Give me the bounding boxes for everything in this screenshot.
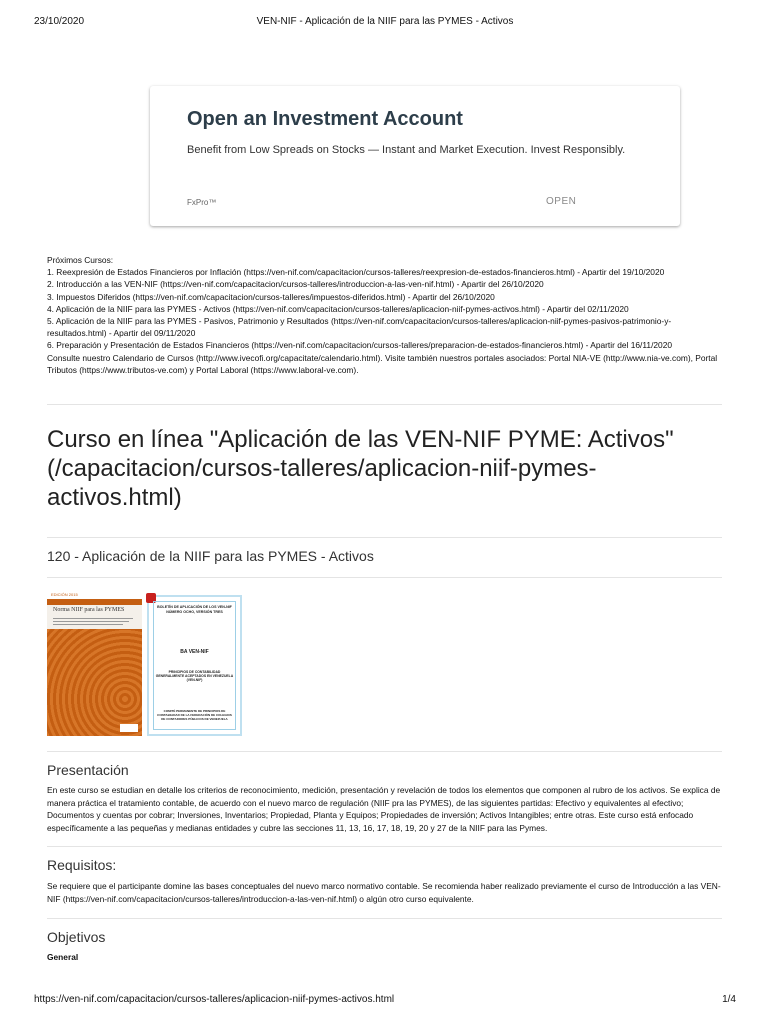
course-item-4[interactable]: 4. Aplicación de la NIIF para las PYMES - Activos (https://ven-nif.com/capacitacion/cursos-talleres/aplicacion-niif-pymes-activos.html) - Apartir del 02/11/2020 xyxy=(47,303,629,314)
course-item-6[interactable]: 6. Preparación y Presentación de Estados Financieros (https://ven-nif.com/capacitacion/cursos-talleres/preparacion-de-estados-financieros.html) - Apartir del 16/11/2020 xyxy=(47,340,673,351)
presentacion-title: Presentación xyxy=(47,762,129,778)
upcoming-courses xyxy=(47,254,722,376)
ad-open-button[interactable]: OPEN xyxy=(546,196,577,207)
requisitos-title: Requisitos: xyxy=(47,857,117,873)
course-item-1[interactable]: 1. Reexpresión de Estados Financieros por Inflación (https://ven-nif.com/capacitacion/cursos-talleres/reexpresion-de-estados-financieros.html) - Apartir del 19/10/2020 xyxy=(47,267,665,278)
course-item-2[interactable]: 2. Introducción a las VEN-NIF (https://ven-nif.com/capacitacion/cursos-talleres/introduccion-a-las-ven-nif.html) - Apartir del 26/10/2020 xyxy=(47,279,544,290)
cover2-bulletin: BOLETÍN DE APLICACIÓN DE LOS VEN-NIF NÚMERO OCHO, VERSIÓN TRES xyxy=(157,605,232,614)
cover2-subtitle: PRINCIPIOS DE CONTABILIDAD GENERALMENTE ACEPTADOS EN VENEZUELA (VEN-NIF) xyxy=(155,670,234,683)
ad-card[interactable] xyxy=(150,86,680,226)
divider xyxy=(47,404,722,405)
page-title[interactable]: Curso en línea "Aplicación de las VEN-NIF PYME: Activos" (/capacitacion/cursos-talleres/aplicacion-niif-pymes-activos.html) xyxy=(47,426,674,511)
print-date: 23/10/2020 xyxy=(34,16,85,27)
course-subtitle: 120 - Aplicación de la NIIF para las PYMES - Activos xyxy=(47,548,374,564)
divider xyxy=(47,918,722,919)
print-header xyxy=(34,16,736,30)
ad-description: Benefit from Low Spreads on Stocks — Instant and Market Execution. Invest Responsibly. xyxy=(187,144,626,156)
course-item-3[interactable]: 3. Impuestos Diferidos (https://ven-nif.com/capacitacion/cursos-talleres/impuestos-diferidos.html) - Apartir del 26/10/2020 xyxy=(47,291,495,302)
book-cover-niif-pymes xyxy=(47,591,142,736)
courses-footer[interactable]: Consulte nuestro Calendario de Cursos (http://www.ivecofi.org/capacitate/calendario.html). Visite también nuestros portales asociados: Portal NIA-VE (http://www.nia-ve.com), Portal Tributos (https://www.tributos-ve.com) y Portal Laboral (https://www.laboral-ve.com). xyxy=(47,352,718,375)
ad-brand: FxPro™ xyxy=(187,198,217,207)
ad-title[interactable]: Open an Investment Account xyxy=(187,108,463,130)
cover-title: Norma NIIF para las PYMES xyxy=(53,607,125,613)
print-url: https://ven-nif.com/capacitacion/cursos-talleres/aplicacion-niif-pymes-activos.html xyxy=(34,994,395,1005)
cover-edition: EDICIÓN 2015 xyxy=(51,592,78,597)
objetivos-title: Objetivos xyxy=(47,929,106,945)
print-title: VEN-NIF - Aplicación de la NIIF para las PYMES - Activos xyxy=(256,16,514,27)
courses-heading: Próximos Cursos: xyxy=(47,255,114,265)
requisitos-body[interactable]: Se requiere que el participante domine las bases conceptuales del nuevo marco normativo contable. Se recomienda haber realizado previamente el curso de Introducción a las VEN-NIF (https://ven-nif.com/capacitacion/cursos-talleres/introduccion-a-las-ven-nif.html) o algún otro curso equivalente. xyxy=(47,881,721,904)
page-number: 1/4 xyxy=(722,994,736,1005)
cover-pattern xyxy=(47,611,142,736)
ifrs-logo xyxy=(120,724,138,732)
cover2-title: BA VEN-NIF xyxy=(180,649,209,655)
presentacion-body: En este curso se estudian en detalle los criterios de reconocimiento, medición, presentación y revelación de todos los elementos que componen al rubro de los activos. Se explica de manera práctica el tratamiento contable, de acuerdo con el nuevo marco de regulación (NIIF pra las PYMES), de las siguientes partidas: Efectivo y equivalentes al efectivo; Documentos y cuentas por cobrar; Inversiones, Inventarios; Propiedad, Planta y Equipos; Propiedades de inversión; Activos Intangibles; entre otras. Este curso está enfocado específicamente a las pequeñas y medianas entidades y cubre las secciones 11, 13, 16, 17, 18, 19, 20 y 27 de la NIIF para las Pymes. xyxy=(47,785,721,833)
course-item-5[interactable]: 5. Aplicación de la NIIF para las PYMES - Pasivos, Patrimonio y Resultados (https://ven-nif.com/capacitacion/cursos-talleres/aplicacion-niif-pymes-pasivos-patrimonio-y-resultados.html) - Apartir del 09/11/2020 xyxy=(47,316,672,339)
cover2-publisher: COMITÉ PERMANENTE DE PRINCIPIOS DE CONTABILIDAD DE LA FEDERACIÓN DE COLEGIOS DE CONTADORES PÚBLICOS DE VENEZUELA xyxy=(157,709,232,721)
divider xyxy=(47,537,722,538)
divider xyxy=(47,846,722,847)
divider xyxy=(47,751,722,752)
divider xyxy=(47,577,722,578)
objetivos-general: General xyxy=(47,952,79,962)
book-cover-ba-ven-nif xyxy=(147,595,242,736)
